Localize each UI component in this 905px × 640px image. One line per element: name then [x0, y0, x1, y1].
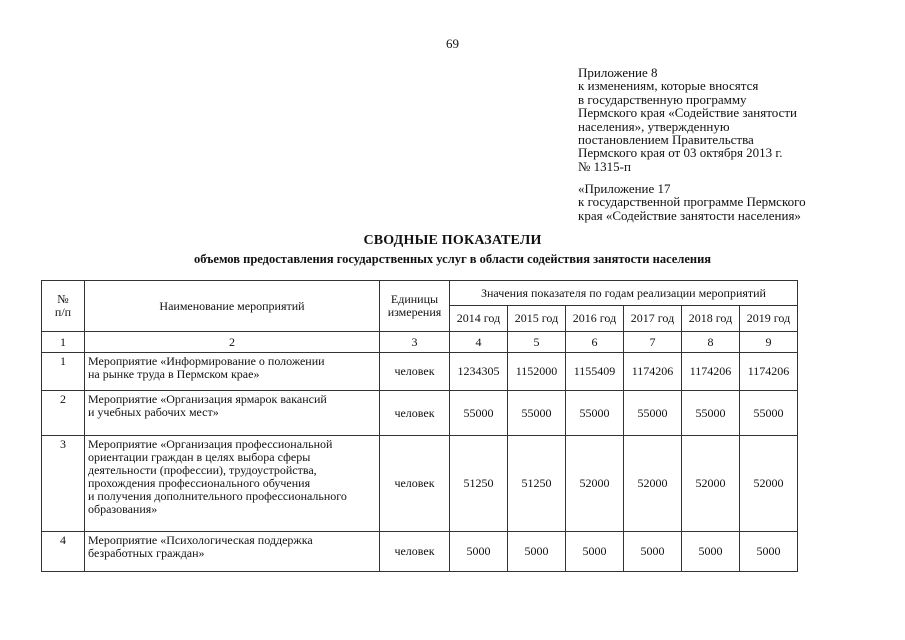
page-number: 69 [446, 36, 459, 51]
header-number [42, 281, 85, 332]
value-cell: 55000 [508, 391, 566, 436]
activity-name-line: деятельности (профессии), трудоустройства, [88, 463, 317, 477]
column-number: 9 [740, 332, 798, 353]
column-number: 5 [508, 332, 566, 353]
header-year: 2015 год [508, 306, 566, 332]
row-unit: человек [380, 436, 450, 532]
row-activity-name [85, 391, 380, 436]
column-number: 4 [450, 332, 508, 353]
header-year: 2014 год [450, 306, 508, 332]
value-cell: 55000 [624, 391, 682, 436]
document-title: СВОДНЫЕ ПОКАЗАТЕЛИ [363, 233, 542, 248]
document-subtitle: объемов предоставления государственных услуг в области содействия занятости населения [193, 252, 712, 266]
appendix-17-note [578, 182, 878, 222]
column-number: 7 [624, 332, 682, 353]
row-unit: человек [380, 353, 450, 391]
activity-name-line: образования» [88, 502, 158, 516]
appendix-8-note [578, 66, 878, 173]
activity-name-line: безработных граждан» [88, 546, 205, 560]
activity-name-line: Мероприятие «Информирование о положении [88, 354, 325, 368]
value-cell: 51250 [508, 436, 566, 532]
activity-name-line: и учебных рабочих мест» [88, 405, 219, 419]
header-year: 2018 год [682, 306, 740, 332]
appendix-8-line: постановлением Правительства [578, 132, 754, 148]
table-row [42, 436, 798, 532]
value-cell: 5000 [740, 532, 798, 572]
value-cell: 5000 [624, 532, 682, 572]
appendix-8-line: № 1315-п [578, 158, 631, 174]
row-number: 1 [42, 353, 85, 391]
appendix-8-line: Приложение 8 [578, 65, 658, 80]
activity-name-line: ориентации граждан в целях выбора сферы [88, 450, 311, 464]
table-row [42, 532, 798, 572]
value-cell: 5000 [682, 532, 740, 572]
value-cell: 1174206 [740, 353, 798, 391]
value-cell: 1174206 [624, 353, 682, 391]
header-year: 2016 год [566, 306, 624, 332]
row-number: 3 [42, 436, 85, 532]
column-number: 6 [566, 332, 624, 353]
header-year: 2019 год [740, 306, 798, 332]
column-number-row [42, 332, 798, 353]
row-unit: человек [380, 391, 450, 436]
value-cell: 52000 [682, 436, 740, 532]
value-cell: 55000 [682, 391, 740, 436]
value-cell: 5000 [508, 532, 566, 572]
header-values-group: Значения показателя по годам реализации мероприятий [450, 281, 798, 306]
activity-name-line: прохождения профессионального обучения [88, 476, 311, 490]
column-number: 1 [42, 332, 85, 353]
value-cell: 1174206 [682, 353, 740, 391]
appendix-8-line: населения», утвержденную [578, 118, 730, 134]
value-cell: 5000 [450, 532, 508, 572]
value-cell: 52000 [566, 436, 624, 532]
value-cell: 52000 [624, 436, 682, 532]
appendix-17-line: «Приложение 17 [578, 181, 671, 196]
value-cell: 5000 [566, 532, 624, 572]
activity-name-line: Мероприятие «Организация ярмарок вакансий [88, 392, 327, 406]
activity-name-line: Мероприятие «Организация профессиональной [88, 437, 333, 451]
value-cell: 51250 [450, 436, 508, 532]
row-activity-name [85, 532, 380, 572]
value-cell: 1155409 [566, 353, 624, 391]
appendix-8-line: в государственную программу [578, 91, 747, 107]
value-cell: 1152000 [508, 353, 566, 391]
activity-name-line: на рынке труда в Пермском крае» [88, 367, 260, 381]
value-cell: 1234305 [450, 353, 508, 391]
table-row [42, 391, 798, 436]
header-number-line: № [57, 292, 69, 306]
header-name: Наименование мероприятий [85, 281, 380, 332]
indicators-table [41, 280, 798, 572]
header-number-line: п/п [54, 305, 72, 319]
appendix-17-line: края «Содействие занятости населения» [578, 207, 801, 223]
row-activity-name [85, 436, 380, 532]
row-number: 2 [42, 391, 85, 436]
appendix-8-line: Пермского края «Содействие занятости [578, 105, 797, 121]
activity-name-line: Мероприятие «Психологическая поддержка [88, 533, 313, 547]
header-unit-line: измерения [387, 305, 442, 319]
column-number: 3 [380, 332, 450, 353]
appendix-8-line: Пермского края от 03 октября 2013 г. [578, 145, 783, 161]
appendix-8-line: к изменениям, которые вносятся [578, 78, 759, 94]
header-year: 2017 год [624, 306, 682, 332]
table-row [42, 353, 798, 391]
value-cell: 52000 [740, 436, 798, 532]
column-number: 2 [85, 332, 380, 353]
header-unit-line: Единицы [390, 292, 439, 306]
row-number: 4 [42, 532, 85, 572]
header-unit [380, 281, 450, 332]
value-cell: 55000 [450, 391, 508, 436]
row-activity-name [85, 353, 380, 391]
row-unit: человек [380, 532, 450, 572]
value-cell: 55000 [740, 391, 798, 436]
activity-name-line: и получения дополнительного профессионального [88, 489, 347, 503]
column-number: 8 [682, 332, 740, 353]
appendix-17-line: к государственной программе Пермского [578, 194, 806, 210]
value-cell: 55000 [566, 391, 624, 436]
